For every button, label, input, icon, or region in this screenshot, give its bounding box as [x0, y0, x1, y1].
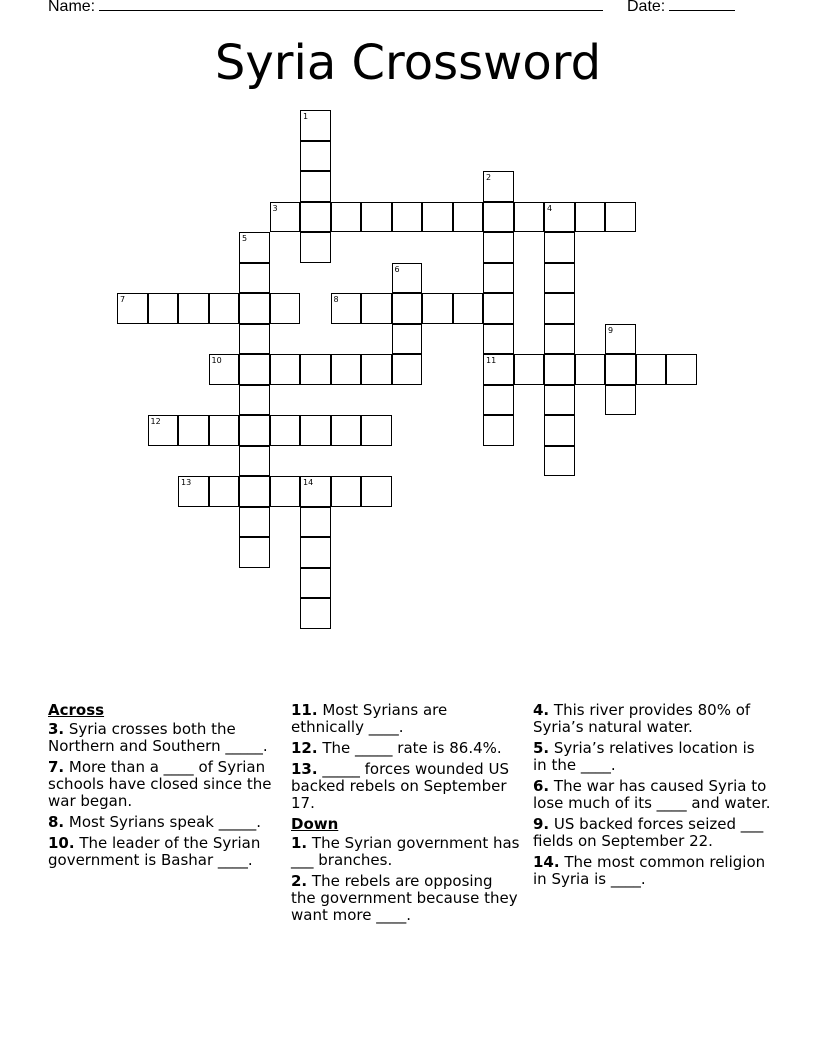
- crossword-cell[interactable]: [544, 446, 575, 477]
- clue-down-6: [533, 778, 773, 812]
- crossword-cell[interactable]: [392, 202, 423, 233]
- crossword-cell[interactable]: [270, 354, 301, 385]
- clue-across-3: [48, 721, 280, 755]
- crossword-cell[interactable]: [331, 476, 362, 507]
- clue-text: The _____ rate is 86.4%.: [317, 739, 502, 757]
- name-label: Name:: [48, 0, 96, 15]
- crossword-cell[interactable]: [514, 354, 545, 385]
- clue-number: 8.: [48, 813, 65, 831]
- clue-number: 10.: [48, 834, 75, 852]
- crossword-cell[interactable]: [483, 202, 514, 233]
- clue-down-5: [533, 740, 773, 774]
- crossword-cell[interactable]: [544, 263, 575, 294]
- crossword-cell[interactable]: [300, 141, 331, 172]
- crossword-cell[interactable]: [239, 385, 270, 416]
- crossword-cell[interactable]: [239, 232, 270, 263]
- crossword-cell[interactable]: [453, 202, 484, 233]
- crossword-cell[interactable]: [270, 476, 301, 507]
- clue-column-1: [48, 702, 280, 873]
- crossword-cell[interactable]: [422, 293, 453, 324]
- clue-number: 6.: [533, 777, 550, 795]
- clue-down-2: [291, 873, 521, 924]
- clue-column-2: [291, 702, 521, 928]
- crossword-cell[interactable]: [300, 507, 331, 538]
- crossword-cell[interactable]: [239, 263, 270, 294]
- crossword-cell[interactable]: [544, 232, 575, 263]
- crossword-cell[interactable]: [239, 354, 270, 385]
- crossword-cell[interactable]: [575, 354, 606, 385]
- clue-text: The leader of the Syrian government is Bashar ____.: [48, 834, 261, 869]
- crossword-cell[interactable]: [331, 415, 362, 446]
- crossword-cell[interactable]: [483, 415, 514, 446]
- crossword-cell[interactable]: [422, 202, 453, 233]
- clue-number: 12.: [291, 739, 318, 757]
- crossword-cell[interactable]: [239, 324, 270, 355]
- date-label: Date:: [627, 0, 666, 15]
- cell-number: 12: [150, 417, 161, 426]
- clue-text: More than a ____ of Syrian schools have closed since the war began.: [48, 758, 272, 810]
- cell-number: 9: [608, 325, 614, 335]
- crossword-cell[interactable]: [300, 476, 331, 507]
- crossword-cell[interactable]: [331, 354, 362, 385]
- clue-across-10: [48, 835, 280, 869]
- cell-number: 2: [486, 173, 492, 182]
- clue-number: 2.: [291, 872, 308, 890]
- clue-text: The war has caused Syria to lose much of its ____ and water.: [533, 777, 771, 812]
- crossword-cell[interactable]: [483, 171, 514, 202]
- crossword-cell[interactable]: [544, 385, 575, 416]
- crossword-cell[interactable]: [483, 232, 514, 263]
- crossword-cell[interactable]: [544, 293, 575, 324]
- cell-number: 8: [333, 295, 339, 304]
- crossword-cell[interactable]: [270, 293, 301, 324]
- crossword-cell[interactable]: [392, 324, 423, 355]
- crossword-cell[interactable]: [209, 476, 240, 507]
- clue-across-12: [291, 740, 521, 757]
- crossword-cell[interactable]: [239, 415, 270, 446]
- crossword-cell[interactable]: [483, 385, 514, 416]
- crossword-cell[interactable]: [270, 415, 301, 446]
- across-heading: Across: [48, 701, 105, 719]
- crossword-cell[interactable]: [361, 293, 392, 324]
- crossword-cell[interactable]: [300, 171, 331, 202]
- crossword-cell[interactable]: [300, 232, 331, 263]
- clue-text: The rebels are opposing the government because they want more ____.: [291, 872, 518, 924]
- cell-number: 7: [120, 295, 126, 304]
- crossword-cell[interactable]: [636, 354, 667, 385]
- crossword-cell[interactable]: [239, 293, 270, 324]
- crossword-cell[interactable]: [148, 415, 179, 446]
- crossword-cell[interactable]: [148, 293, 179, 324]
- crossword-cell[interactable]: [392, 354, 423, 385]
- crossword-cell[interactable]: [544, 202, 575, 233]
- crossword-cell[interactable]: [575, 202, 606, 233]
- crossword-cell[interactable]: [209, 354, 240, 385]
- crossword-cell[interactable]: [300, 568, 331, 599]
- clue-number: 13.: [291, 760, 318, 778]
- crossword-cell[interactable]: [361, 415, 392, 446]
- clue-number: 1.: [291, 834, 308, 852]
- cell-number: 4: [547, 203, 553, 213]
- page-title: Syria Crossword: [214, 35, 602, 91]
- crossword-cell[interactable]: [514, 202, 545, 233]
- crossword-cell[interactable]: [270, 202, 301, 233]
- crossword-cell[interactable]: [544, 324, 575, 355]
- crossword-cell[interactable]: [178, 476, 209, 507]
- cell-number: 14: [303, 478, 314, 487]
- clue-down-9: [533, 816, 773, 850]
- crossword-cell[interactable]: [300, 354, 331, 385]
- crossword-cell[interactable]: [605, 385, 636, 416]
- down-heading: Down: [291, 815, 339, 833]
- clue-across-7: [48, 759, 280, 810]
- crossword-cell[interactable]: [544, 354, 575, 385]
- clue-number: 7.: [48, 758, 65, 776]
- cell-number: 3: [272, 203, 278, 213]
- clue-number: 3.: [48, 720, 65, 738]
- clue-number: 9.: [533, 815, 550, 833]
- crossword-cell[interactable]: [392, 293, 423, 324]
- cell-number: 1: [303, 112, 309, 121]
- crossword-cell[interactable]: [331, 293, 362, 324]
- clue-number: 11.: [291, 701, 318, 719]
- crossword-cell[interactable]: [544, 415, 575, 446]
- clue-across-11: [291, 702, 521, 736]
- clue-column-3: [533, 702, 773, 892]
- crossword-cell[interactable]: [209, 293, 240, 324]
- crossword-cell[interactable]: [178, 415, 209, 446]
- clue-down-4: [533, 702, 773, 736]
- crossword-cell[interactable]: [300, 598, 331, 629]
- crossword-cell[interactable]: [361, 354, 392, 385]
- clue-text: _____ forces wounded US backed rebels on September 17.: [291, 760, 509, 812]
- crossword-cell[interactable]: [300, 202, 331, 233]
- clue-number: 14.: [533, 853, 560, 871]
- clue-text: Most Syrians speak _____.: [64, 813, 261, 831]
- clue-across-8: [48, 814, 280, 831]
- cell-number: 13: [181, 478, 192, 487]
- crossword-cell[interactable]: [361, 202, 392, 233]
- crossword-cell[interactable]: [117, 293, 148, 324]
- clue-number: 5.: [533, 739, 550, 757]
- clue-down-1: [291, 835, 521, 869]
- clue-text: The Syrian government has ___ branches.: [291, 834, 520, 869]
- crossword-cell[interactable]: [239, 476, 270, 507]
- crossword-cell[interactable]: [300, 537, 331, 568]
- cell-number: 10: [211, 356, 222, 365]
- crossword-cell[interactable]: [483, 293, 514, 324]
- cell-number: 11: [486, 356, 497, 365]
- crossword-cell[interactable]: [666, 354, 697, 385]
- clue-number: 4.: [533, 701, 550, 719]
- crossword-cell[interactable]: [239, 507, 270, 538]
- clue-text: Syria’s relatives location is in the ____.: [533, 739, 755, 774]
- crossword-cell[interactable]: [209, 415, 240, 446]
- crossword-cell[interactable]: [605, 354, 636, 385]
- crossword-cell[interactable]: [483, 324, 514, 355]
- crossword-cell[interactable]: [331, 202, 362, 233]
- crossword-cell[interactable]: [483, 263, 514, 294]
- crossword-cell[interactable]: [483, 354, 514, 385]
- clue-text: US backed forces seized ___ fields on September 22.: [533, 815, 764, 850]
- crossword-cell[interactable]: [605, 324, 636, 355]
- crossword-cell[interactable]: [178, 293, 209, 324]
- crossword-cell[interactable]: [392, 263, 423, 294]
- clue-text: Syria crosses both the Northern and Southern _____.: [48, 720, 268, 755]
- clue-text: Most Syrians are ethnically ____.: [291, 701, 448, 736]
- clue-text: This river provides 80% of Syria’s natural water.: [533, 701, 751, 736]
- crossword-cell[interactable]: [361, 476, 392, 507]
- clue-across-13: [291, 761, 521, 812]
- crossword-cell[interactable]: [239, 446, 270, 477]
- crossword-cell[interactable]: [300, 415, 331, 446]
- clue-down-14: [533, 854, 773, 888]
- clue-text: The most common religion in Syria is ____.: [533, 853, 766, 888]
- crossword-cell[interactable]: [300, 110, 331, 141]
- crossword-cell[interactable]: [239, 537, 270, 568]
- cell-number: 6: [394, 264, 400, 274]
- cell-number: 5: [242, 234, 248, 243]
- crossword-cell[interactable]: [453, 293, 484, 324]
- crossword-cell[interactable]: [605, 202, 636, 233]
